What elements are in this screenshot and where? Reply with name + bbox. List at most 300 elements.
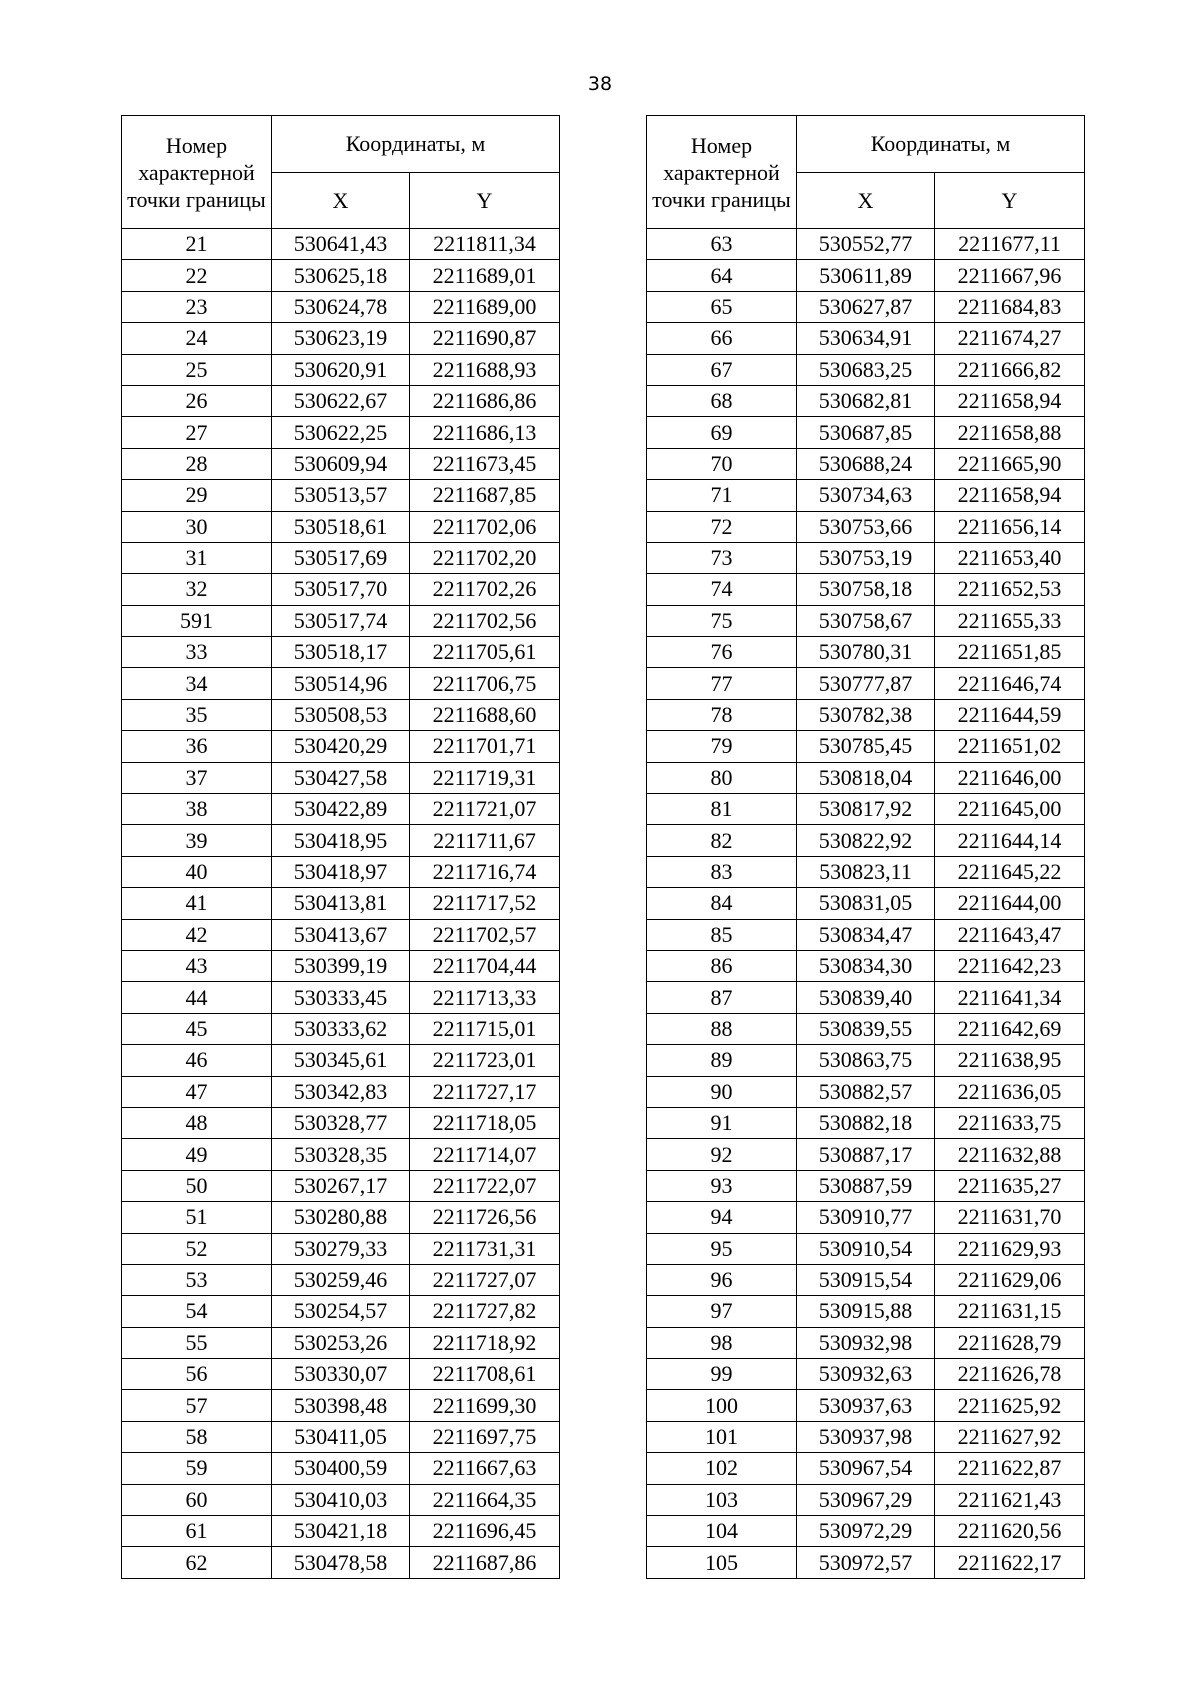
x-coordinate-cell: 530753,19	[797, 542, 935, 573]
table-row	[122, 323, 560, 354]
x-coordinate-cell: 530882,57	[797, 1076, 935, 1107]
x-coordinate-cell: 530420,29	[272, 731, 410, 762]
x-coordinate-cell: 530518,17	[272, 637, 410, 668]
table-row	[122, 1045, 560, 1076]
point-number-cell: 45	[122, 1013, 272, 1044]
y-coordinate-cell: 2211651,85	[935, 637, 1085, 668]
table-row	[122, 291, 560, 322]
x-coordinate-cell: 530611,89	[797, 260, 935, 291]
point-number-cell: 26	[122, 385, 272, 416]
table-row	[122, 1453, 560, 1484]
x-coordinate-cell: 530254,57	[272, 1296, 410, 1327]
x-coordinate-cell: 530972,57	[797, 1547, 935, 1578]
table-body-left	[122, 229, 560, 1579]
y-coordinate-cell: 2211699,30	[410, 1390, 560, 1421]
x-coordinate-cell: 530517,70	[272, 574, 410, 605]
table-row	[122, 260, 560, 291]
x-coordinate-cell: 530967,29	[797, 1484, 935, 1515]
x-coordinate-cell: 530687,85	[797, 417, 935, 448]
point-number-cell: 69	[647, 417, 797, 448]
y-coordinate-cell: 2211626,78	[935, 1359, 1085, 1390]
x-coordinate-cell: 530259,46	[272, 1264, 410, 1295]
table-row	[647, 731, 1085, 762]
x-coordinate-cell: 530915,88	[797, 1296, 935, 1327]
table-row	[122, 637, 560, 668]
x-coordinate-cell: 530328,35	[272, 1139, 410, 1170]
point-number-cell: 72	[647, 511, 797, 542]
x-coordinate-cell: 530622,25	[272, 417, 410, 448]
y-coordinate-cell: 2211644,00	[935, 888, 1085, 919]
point-number-cell: 102	[647, 1453, 797, 1484]
x-coordinate-cell: 530834,30	[797, 950, 935, 981]
y-coordinate-cell: 2211633,75	[935, 1107, 1085, 1138]
y-coordinate-cell: 2211646,74	[935, 668, 1085, 699]
table-row	[647, 1139, 1085, 1170]
table-row	[647, 950, 1085, 981]
x-coordinate-cell: 530882,18	[797, 1107, 935, 1138]
x-coordinate-cell: 530972,29	[797, 1516, 935, 1547]
point-number-cell: 105	[647, 1547, 797, 1578]
table-row	[647, 1013, 1085, 1044]
x-coordinate-cell: 530330,07	[272, 1359, 410, 1390]
table-row	[647, 856, 1085, 887]
x-coordinate-cell: 530624,78	[272, 291, 410, 322]
point-number-cell: 81	[647, 794, 797, 825]
point-number-cell: 57	[122, 1390, 272, 1421]
y-coordinate-cell: 2211702,06	[410, 511, 560, 542]
y-coordinate-cell: 2211631,15	[935, 1296, 1085, 1327]
x-coordinate-cell: 530279,33	[272, 1233, 410, 1264]
table-row	[647, 825, 1085, 856]
table-row	[122, 385, 560, 416]
table-row	[122, 1421, 560, 1452]
point-number-cell: 71	[647, 480, 797, 511]
y-coordinate-cell: 2211658,88	[935, 417, 1085, 448]
header-x: X	[797, 173, 935, 229]
y-coordinate-cell: 2211721,07	[410, 794, 560, 825]
y-coordinate-cell: 2211665,90	[935, 448, 1085, 479]
table-row	[122, 1359, 560, 1390]
point-number-cell: 42	[122, 919, 272, 950]
point-number-cell: 97	[647, 1296, 797, 1327]
y-coordinate-cell: 2211627,92	[935, 1421, 1085, 1452]
table-row	[122, 1107, 560, 1138]
x-coordinate-cell: 530785,45	[797, 731, 935, 762]
table-row	[122, 448, 560, 479]
x-coordinate-cell: 530421,18	[272, 1516, 410, 1547]
table-row	[647, 605, 1085, 636]
y-coordinate-cell: 2211686,86	[410, 385, 560, 416]
table-row	[122, 1296, 560, 1327]
x-coordinate-cell: 530780,31	[797, 637, 935, 668]
y-coordinate-cell: 2211684,83	[935, 291, 1085, 322]
table-row	[122, 1013, 560, 1044]
y-coordinate-cell: 2211652,53	[935, 574, 1085, 605]
x-coordinate-cell: 530863,75	[797, 1045, 935, 1076]
header-y: Y	[410, 173, 560, 229]
y-coordinate-cell: 2211727,82	[410, 1296, 560, 1327]
point-number-cell: 95	[647, 1233, 797, 1264]
y-coordinate-cell: 2211715,01	[410, 1013, 560, 1044]
point-number-cell: 36	[122, 731, 272, 762]
x-coordinate-cell: 530552,77	[797, 229, 935, 260]
point-number-cell: 91	[647, 1107, 797, 1138]
x-coordinate-cell: 530345,61	[272, 1045, 410, 1076]
y-coordinate-cell: 2211638,95	[935, 1045, 1085, 1076]
y-coordinate-cell: 2211635,27	[935, 1170, 1085, 1201]
x-coordinate-cell: 530932,63	[797, 1359, 935, 1390]
y-coordinate-cell: 2211622,87	[935, 1453, 1085, 1484]
x-coordinate-cell: 530267,17	[272, 1170, 410, 1201]
table-row	[647, 1453, 1085, 1484]
table-row	[122, 825, 560, 856]
point-number-cell: 89	[647, 1045, 797, 1076]
table-row	[122, 731, 560, 762]
point-number-cell: 85	[647, 919, 797, 950]
table-row	[122, 950, 560, 981]
point-number-cell: 63	[647, 229, 797, 260]
table-row	[647, 1233, 1085, 1264]
y-coordinate-cell: 2211677,11	[935, 229, 1085, 260]
table-row	[122, 480, 560, 511]
point-number-cell: 37	[122, 762, 272, 793]
table-row	[647, 1107, 1085, 1138]
point-number-cell: 101	[647, 1421, 797, 1452]
x-coordinate-cell: 530915,54	[797, 1264, 935, 1295]
x-coordinate-cell: 530777,87	[797, 668, 935, 699]
y-coordinate-cell: 2211655,33	[935, 605, 1085, 636]
table-row	[647, 542, 1085, 573]
y-coordinate-cell: 2211731,31	[410, 1233, 560, 1264]
table-row	[122, 605, 560, 636]
x-coordinate-cell: 530967,54	[797, 1453, 935, 1484]
point-number-cell: 47	[122, 1076, 272, 1107]
point-number-cell: 76	[647, 637, 797, 668]
point-number-cell: 32	[122, 574, 272, 605]
y-coordinate-cell: 2211651,02	[935, 731, 1085, 762]
coordinates-table-left	[121, 115, 560, 1579]
y-coordinate-cell: 2211727,17	[410, 1076, 560, 1107]
x-coordinate-cell: 530620,91	[272, 354, 410, 385]
y-coordinate-cell: 2211667,63	[410, 1453, 560, 1484]
x-coordinate-cell: 530887,59	[797, 1170, 935, 1201]
y-coordinate-cell: 2211701,71	[410, 731, 560, 762]
table-row	[647, 1516, 1085, 1547]
x-coordinate-cell: 530513,57	[272, 480, 410, 511]
y-coordinate-cell: 2211718,92	[410, 1327, 560, 1358]
table-row	[122, 354, 560, 385]
y-coordinate-cell: 2211714,07	[410, 1139, 560, 1170]
x-coordinate-cell: 530478,58	[272, 1547, 410, 1578]
x-coordinate-cell: 530910,77	[797, 1202, 935, 1233]
y-coordinate-cell: 2211631,70	[935, 1202, 1085, 1233]
table-row	[122, 1264, 560, 1295]
y-coordinate-cell: 2211673,45	[410, 448, 560, 479]
x-coordinate-cell: 530683,25	[797, 354, 935, 385]
y-coordinate-cell: 2211645,00	[935, 794, 1085, 825]
table-row	[122, 1139, 560, 1170]
point-number-cell: 73	[647, 542, 797, 573]
table-row	[647, 354, 1085, 385]
header-point-number: Номер характерной точки границы	[647, 116, 797, 229]
table-row	[122, 1170, 560, 1201]
x-coordinate-cell: 530910,54	[797, 1233, 935, 1264]
y-coordinate-cell: 2211664,35	[410, 1484, 560, 1515]
x-coordinate-cell: 530937,98	[797, 1421, 935, 1452]
y-coordinate-cell: 2211687,86	[410, 1547, 560, 1578]
page-number: 38	[587, 73, 613, 95]
y-coordinate-cell: 2211722,07	[410, 1170, 560, 1201]
x-coordinate-cell: 530413,67	[272, 919, 410, 950]
table-row	[647, 919, 1085, 950]
y-coordinate-cell: 2211689,00	[410, 291, 560, 322]
y-coordinate-cell: 2211636,05	[935, 1076, 1085, 1107]
point-number-cell: 82	[647, 825, 797, 856]
x-coordinate-cell: 530758,67	[797, 605, 935, 636]
y-coordinate-cell: 2211653,40	[935, 542, 1085, 573]
table-row	[647, 260, 1085, 291]
x-coordinate-cell: 530623,19	[272, 323, 410, 354]
point-number-cell: 39	[122, 825, 272, 856]
x-coordinate-cell: 530280,88	[272, 1202, 410, 1233]
x-coordinate-cell: 530758,18	[797, 574, 935, 605]
table-row	[647, 1390, 1085, 1421]
y-coordinate-cell: 2211666,82	[935, 354, 1085, 385]
x-coordinate-cell: 530253,26	[272, 1327, 410, 1358]
x-coordinate-cell: 530517,74	[272, 605, 410, 636]
y-coordinate-cell: 2211688,93	[410, 354, 560, 385]
x-coordinate-cell: 530734,63	[797, 480, 935, 511]
point-number-cell: 86	[647, 950, 797, 981]
x-coordinate-cell: 530422,89	[272, 794, 410, 825]
point-number-cell: 41	[122, 888, 272, 919]
y-coordinate-cell: 2211704,44	[410, 950, 560, 981]
x-coordinate-cell: 530418,97	[272, 856, 410, 887]
y-coordinate-cell: 2211689,01	[410, 260, 560, 291]
header-coordinates: Координаты, м	[797, 116, 1085, 173]
y-coordinate-cell: 2211645,22	[935, 856, 1085, 887]
x-coordinate-cell: 530517,69	[272, 542, 410, 573]
point-number-cell: 90	[647, 1076, 797, 1107]
y-coordinate-cell: 2211702,20	[410, 542, 560, 573]
table-row	[647, 888, 1085, 919]
point-number-cell: 25	[122, 354, 272, 385]
table-row	[647, 448, 1085, 479]
x-coordinate-cell: 530627,87	[797, 291, 935, 322]
table-row	[647, 794, 1085, 825]
table-row	[122, 1516, 560, 1547]
y-coordinate-cell: 2211667,96	[935, 260, 1085, 291]
point-number-cell: 35	[122, 699, 272, 730]
table-row	[647, 699, 1085, 730]
table-row	[122, 1327, 560, 1358]
point-number-cell: 34	[122, 668, 272, 699]
table-row	[122, 1547, 560, 1578]
table-row	[647, 762, 1085, 793]
header-x: X	[272, 173, 410, 229]
table-row	[647, 417, 1085, 448]
table-row	[647, 1421, 1085, 1452]
point-number-cell: 103	[647, 1484, 797, 1515]
x-coordinate-cell: 530518,61	[272, 511, 410, 542]
point-number-cell: 77	[647, 668, 797, 699]
table-row	[122, 794, 560, 825]
point-number-cell: 75	[647, 605, 797, 636]
x-coordinate-cell: 530634,91	[797, 323, 935, 354]
y-coordinate-cell: 2211642,69	[935, 1013, 1085, 1044]
table-row	[122, 668, 560, 699]
table-row	[122, 1484, 560, 1515]
x-coordinate-cell: 530839,55	[797, 1013, 935, 1044]
y-coordinate-cell: 2211644,14	[935, 825, 1085, 856]
table-row	[122, 888, 560, 919]
y-coordinate-cell: 2211620,56	[935, 1516, 1085, 1547]
table-row	[122, 1233, 560, 1264]
point-number-cell: 40	[122, 856, 272, 887]
x-coordinate-cell: 530937,63	[797, 1390, 935, 1421]
table-row	[122, 1202, 560, 1233]
table-row	[647, 982, 1085, 1013]
point-number-cell: 99	[647, 1359, 797, 1390]
point-number-cell: 96	[647, 1264, 797, 1295]
point-number-cell: 98	[647, 1327, 797, 1358]
x-coordinate-cell: 530333,62	[272, 1013, 410, 1044]
y-coordinate-cell: 2211719,31	[410, 762, 560, 793]
y-coordinate-cell: 2211641,34	[935, 982, 1085, 1013]
table-row	[647, 385, 1085, 416]
y-coordinate-cell: 2211656,14	[935, 511, 1085, 542]
table-row	[647, 1076, 1085, 1107]
y-coordinate-cell: 2211726,56	[410, 1202, 560, 1233]
x-coordinate-cell: 530641,43	[272, 229, 410, 260]
x-coordinate-cell: 530887,17	[797, 1139, 935, 1170]
coordinates-table-right	[646, 115, 1085, 1579]
point-number-cell: 591	[122, 605, 272, 636]
table-row	[122, 542, 560, 573]
y-coordinate-cell: 2211727,07	[410, 1264, 560, 1295]
point-number-cell: 80	[647, 762, 797, 793]
y-coordinate-cell: 2211718,05	[410, 1107, 560, 1138]
y-coordinate-cell: 2211687,85	[410, 480, 560, 511]
x-coordinate-cell: 530400,59	[272, 1453, 410, 1484]
point-number-cell: 56	[122, 1359, 272, 1390]
point-number-cell: 51	[122, 1202, 272, 1233]
x-coordinate-cell: 530817,92	[797, 794, 935, 825]
y-coordinate-cell: 2211646,00	[935, 762, 1085, 793]
point-number-cell: 104	[647, 1516, 797, 1547]
x-coordinate-cell: 530411,05	[272, 1421, 410, 1452]
point-number-cell: 29	[122, 480, 272, 511]
table-row	[122, 982, 560, 1013]
table-body-right	[647, 229, 1085, 1579]
y-coordinate-cell: 2211690,87	[410, 323, 560, 354]
x-coordinate-cell: 530328,77	[272, 1107, 410, 1138]
table-row	[647, 1264, 1085, 1295]
table-row	[647, 1202, 1085, 1233]
x-coordinate-cell: 530609,94	[272, 448, 410, 479]
x-coordinate-cell: 530410,03	[272, 1484, 410, 1515]
point-number-cell: 38	[122, 794, 272, 825]
point-number-cell: 33	[122, 637, 272, 668]
table-row	[647, 1359, 1085, 1390]
x-coordinate-cell: 530839,40	[797, 982, 935, 1013]
point-number-cell: 93	[647, 1170, 797, 1201]
x-coordinate-cell: 530823,11	[797, 856, 935, 887]
y-coordinate-cell: 2211688,60	[410, 699, 560, 730]
x-coordinate-cell: 530508,53	[272, 699, 410, 730]
table-row	[647, 1327, 1085, 1358]
point-number-cell: 79	[647, 731, 797, 762]
x-coordinate-cell: 530418,95	[272, 825, 410, 856]
point-number-cell: 30	[122, 511, 272, 542]
x-coordinate-cell: 530413,81	[272, 888, 410, 919]
point-number-cell: 43	[122, 950, 272, 981]
x-coordinate-cell: 530834,47	[797, 919, 935, 950]
point-number-cell: 31	[122, 542, 272, 573]
y-coordinate-cell: 2211696,45	[410, 1516, 560, 1547]
point-number-cell: 50	[122, 1170, 272, 1201]
y-coordinate-cell: 2211711,67	[410, 825, 560, 856]
point-number-cell: 28	[122, 448, 272, 479]
table-row	[122, 1076, 560, 1107]
x-coordinate-cell: 530932,98	[797, 1327, 935, 1358]
point-number-cell: 52	[122, 1233, 272, 1264]
table-row	[647, 323, 1085, 354]
y-coordinate-cell: 2211674,27	[935, 323, 1085, 354]
header-point-number: Номер характерной точки границы	[122, 116, 272, 229]
point-number-cell: 44	[122, 982, 272, 1013]
x-coordinate-cell: 530822,92	[797, 825, 935, 856]
table-row	[647, 668, 1085, 699]
y-coordinate-cell: 2211658,94	[935, 385, 1085, 416]
table-row	[647, 1045, 1085, 1076]
x-coordinate-cell: 530688,24	[797, 448, 935, 479]
table-row	[122, 919, 560, 950]
table-row	[122, 229, 560, 260]
x-coordinate-cell: 530427,58	[272, 762, 410, 793]
point-number-cell: 61	[122, 1516, 272, 1547]
table-row	[122, 511, 560, 542]
table-row	[647, 480, 1085, 511]
point-number-cell: 64	[647, 260, 797, 291]
point-number-cell: 66	[647, 323, 797, 354]
table-row	[647, 229, 1085, 260]
y-coordinate-cell: 2211705,61	[410, 637, 560, 668]
table-row	[647, 1547, 1085, 1578]
table-row	[647, 511, 1085, 542]
y-coordinate-cell: 2211628,79	[935, 1327, 1085, 1358]
x-coordinate-cell: 530514,96	[272, 668, 410, 699]
table-row	[122, 417, 560, 448]
table-row	[122, 574, 560, 605]
table-row	[647, 1484, 1085, 1515]
y-coordinate-cell: 2211713,33	[410, 982, 560, 1013]
header-coordinates: Координаты, м	[272, 116, 560, 173]
point-number-cell: 27	[122, 417, 272, 448]
point-number-cell: 21	[122, 229, 272, 260]
point-number-cell: 48	[122, 1107, 272, 1138]
point-number-cell: 55	[122, 1327, 272, 1358]
y-coordinate-cell: 2211723,01	[410, 1045, 560, 1076]
point-number-cell: 22	[122, 260, 272, 291]
y-coordinate-cell: 2211622,17	[935, 1547, 1085, 1578]
y-coordinate-cell: 2211621,43	[935, 1484, 1085, 1515]
point-number-cell: 62	[122, 1547, 272, 1578]
point-number-cell: 70	[647, 448, 797, 479]
x-coordinate-cell: 530333,45	[272, 982, 410, 1013]
x-coordinate-cell: 530682,81	[797, 385, 935, 416]
x-coordinate-cell: 530398,48	[272, 1390, 410, 1421]
